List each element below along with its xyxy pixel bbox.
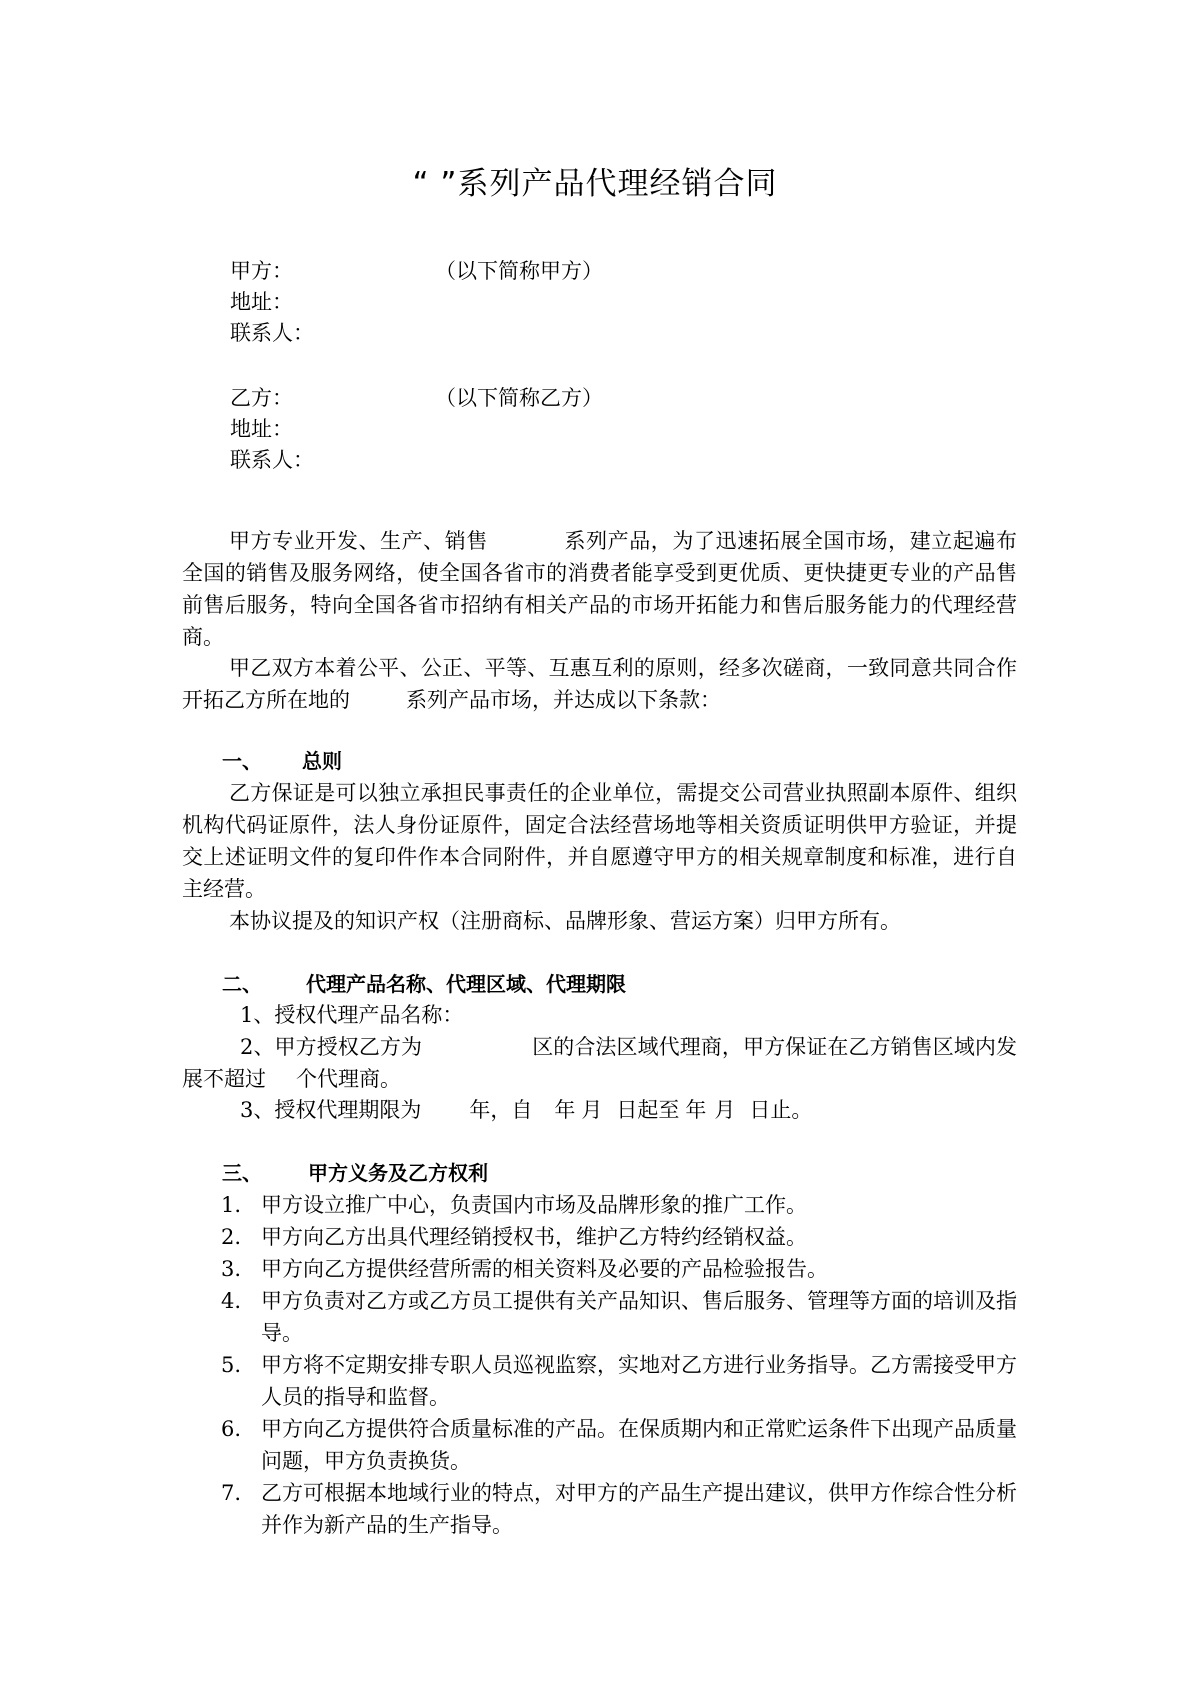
section-2-item-2	[182, 1031, 1017, 1095]
section-3-item-1	[221, 1189, 1017, 1221]
section-2-item-3-a: 3、授权代理期限为	[240, 1098, 422, 1122]
party-b-address-label: 地址：	[230, 417, 293, 441]
section-3-item-3	[221, 1253, 1017, 1285]
party-b-label: 乙方：	[230, 386, 293, 410]
section-3-heading	[222, 1158, 488, 1188]
party-a-label: 甲方：	[230, 259, 293, 283]
section-2-item-3-e: 日起至	[616, 1098, 680, 1122]
section-3-title: 甲方义务及乙方权利	[308, 1161, 488, 1185]
item-number: 3.	[221, 1257, 242, 1281]
intro-p2-a: 甲乙双方本着公平、公正、平等、互惠互利的原则，经多次磋商，一致同意共同合作开拓乙方所在地的	[182, 656, 1017, 712]
item-number: 6.	[221, 1417, 242, 1441]
item-number: 1.	[221, 1193, 242, 1217]
section-2-heading	[222, 969, 626, 999]
item-number: 5.	[221, 1353, 242, 1377]
section-2-item-3-f: 年	[685, 1098, 707, 1122]
section-3-item-7	[221, 1477, 1017, 1541]
item-text: 乙方可根据本地域行业的特点，对甲方的产品生产提出建议，供甲方作综合性分析并作为新产品的生产指导。	[261, 1481, 1017, 1537]
item-number: 4.	[221, 1289, 242, 1313]
section-2-item-1: 1、授权代理产品名称：	[240, 1003, 464, 1027]
item-number: 2.	[221, 1225, 242, 1249]
intro-paragraph-1	[182, 525, 1017, 653]
party-a-address-label: 地址：	[230, 290, 293, 314]
section-3-item-6	[221, 1413, 1017, 1477]
party-b-contact-label: 联系人：	[230, 448, 314, 472]
party-a-alias: （以下简称甲方）	[435, 259, 603, 283]
section-1-paragraph-1: 乙方保证是可以独立承担民事责任的企业单位，需提交公司营业执照副本原件、组织机构代码证原件，法人身份证原件，固定合法经营场地等相关资质证明供甲方验证，并提交上述证明文件的复印件作本合同附件，并自愿遵守甲方的相关规章制度和标准，进行自主经营。	[182, 781, 1017, 901]
party-b-alias: （以下简称乙方）	[435, 386, 603, 410]
contract-title: “ ”系列产品代理经销合同	[412, 166, 778, 202]
section-2-item-3-c: 年	[554, 1098, 576, 1122]
item-text: 甲方设立推广中心，负责国内市场及品牌形象的推广工作。	[261, 1193, 807, 1217]
section-3-number: 三、	[222, 1161, 262, 1185]
intro-paragraph-2	[182, 652, 1017, 716]
item-text: 甲方向乙方提供经营所需的相关资料及必要的产品检验报告。	[261, 1257, 828, 1281]
section-3-item-2	[221, 1221, 1017, 1253]
section-2-item-2-c: 个代理商。	[296, 1067, 401, 1091]
section-1-paragraph-2: 本协议提及的知识产权（注册商标、品牌形象、营运方案）归甲方所有。	[229, 909, 901, 933]
item-number: 7.	[221, 1481, 242, 1505]
section-2-item-3-h: 日止。	[749, 1098, 813, 1122]
section-2-title: 代理产品名称、代理区域、代理期限	[306, 972, 626, 996]
section-3-item-5	[221, 1349, 1017, 1413]
section-2-item-2-a: 2、甲方授权乙方为	[240, 1035, 423, 1059]
party-a-contact-label: 联系人：	[230, 321, 314, 345]
section-1-title: 总则	[302, 749, 342, 773]
section-1-heading	[222, 746, 342, 776]
section-2-item-3-g: 月	[714, 1098, 736, 1122]
section-2-item-2-b: 区的合法区域代理商，甲方保证在乙方销售区域内发展不超过	[182, 1035, 1017, 1091]
intro-p1-a: 甲方专业开发、生产、销售	[229, 529, 488, 553]
item-text: 甲方向乙方提供符合质量标准的产品。在保质期内和正常贮运条件下出现产品质量问题，甲方负责换货。	[261, 1417, 1017, 1473]
section-2-item-3-d: 月	[581, 1098, 603, 1122]
section-1-number: 一、	[222, 749, 262, 773]
section-2-item-3-b: 年，自	[469, 1098, 533, 1122]
section-3-item-4	[221, 1285, 1017, 1349]
item-text: 甲方负责对乙方或乙方员工提供有关产品知识、售后服务、管理等方面的培训及指导。	[261, 1289, 1017, 1345]
section-2-number: 二、	[222, 972, 262, 996]
section-2-item-3	[240, 1095, 812, 1125]
intro-p2-b: 系列产品市场，并达成以下条款：	[406, 688, 721, 712]
intro-p1-b: 系列产品，为了迅速拓展全国市场，建立起遍布全国的销售及服务网络，使全国各省市的消费者能享受到更优质、更快捷更专业的产品售前售后服务，特向全国各省市招纳有相关产品的市场开拓能力和售后服务能力的代理经营商。	[182, 529, 1018, 649]
item-text: 甲方将不定期安排专职人员巡视监察，实地对乙方进行业务指导。乙方需接受甲方人员的指导和监督。	[261, 1353, 1017, 1409]
item-text: 甲方向乙方出具代理经销授权书，维护乙方特约经销权益。	[261, 1225, 807, 1249]
